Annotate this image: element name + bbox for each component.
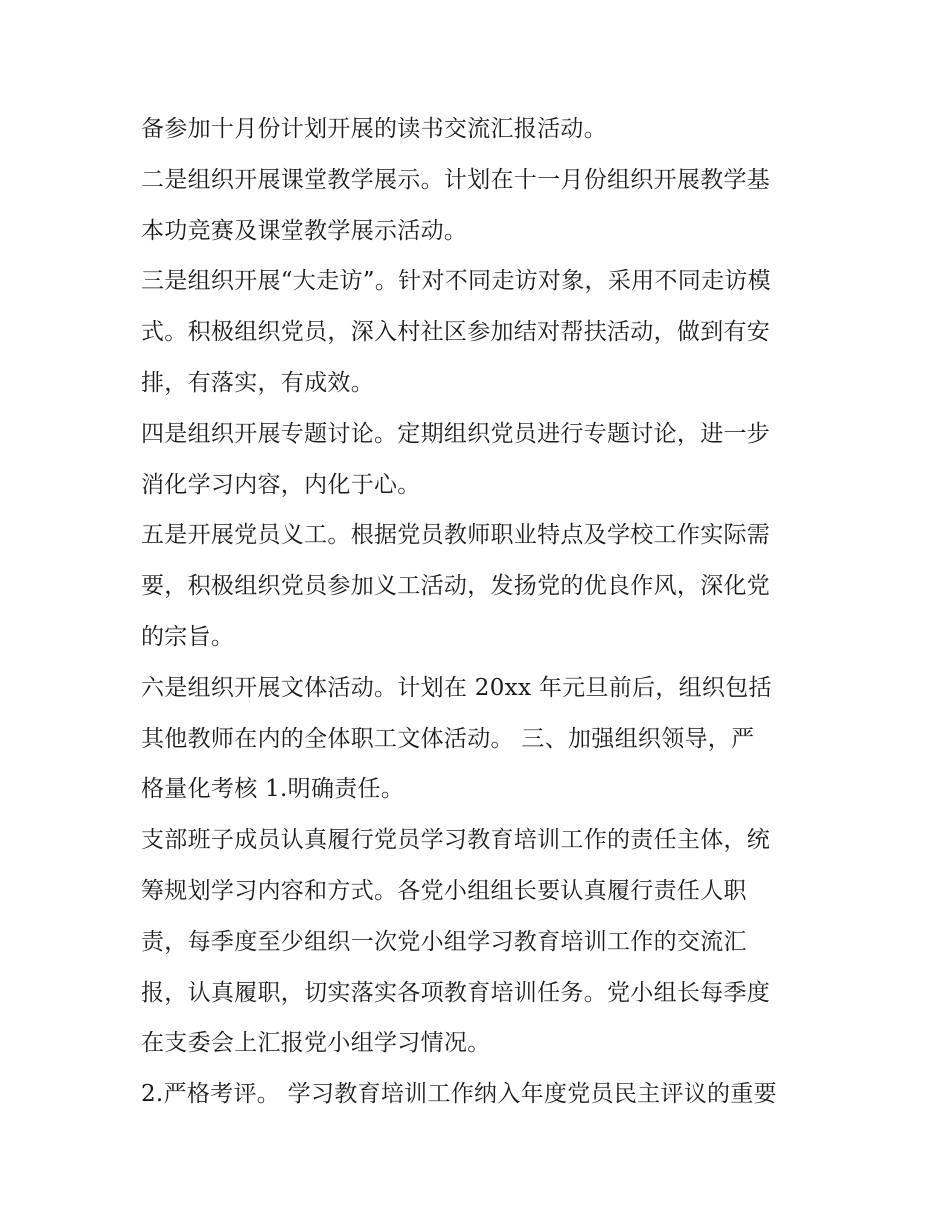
text-line: 的宗旨。	[141, 623, 235, 650]
text-line: 其他教师在内的全体职工文体活动。 三、加强组织领导，严	[141, 725, 755, 752]
text-line: 2.严格考评。 学习教育培训工作纳入年度党员民主评议的重要	[141, 1081, 777, 1108]
document-body	[141, 104, 821, 1120]
text-line: 报，认真履职，切实落实各项教育培训任务。党小组长每季度	[141, 979, 771, 1006]
text-line: 三是组织开展“大走访”。针对不同走访对象，采用不同走访模	[141, 268, 771, 295]
text-line: 筹规划学习内容和方式。各党小组组长要认真履行责任人职	[141, 877, 747, 904]
text-line: 消化学习内容，内化于心。	[141, 471, 421, 498]
text-line: 六是组织开展文体活动。计划在 20xx 年元旦前后，组织包括	[141, 674, 772, 701]
text-line: 格量化考核 1.明确责任。	[141, 776, 405, 803]
text-line: 二是组织开展课堂教学展示。计划在十一月份组织开展教学基	[141, 166, 771, 193]
text-line: 排，有落实，有成效。	[141, 369, 374, 396]
text-line: 在支委会上汇报党小组学习情况。	[141, 1030, 491, 1057]
text-line: 五是开展党员义工。根据党员教师职业特点及学校工作实际需	[141, 522, 771, 549]
text-line: 四是组织开展专题讨论。定期组织党员进行专题讨论，进一步	[141, 420, 771, 447]
text-line: 要，积极组织党员参加义工活动，发扬党的优良作风，深化党	[141, 573, 771, 600]
text-line: 责，每季度至少组织一次党小组学习教育培训工作的交流汇	[141, 928, 747, 955]
text-line: 备参加十月份计划开展的读书交流汇报活动。	[141, 116, 607, 142]
text-line: 本功竞赛及课堂教学展示活动。	[141, 217, 468, 244]
text-line: 支部班子成员认真履行党员学习教育培训工作的责任主体，统	[141, 827, 771, 854]
text-line: 式。积极组织党员，深入村社区参加结对帮扶活动，做到有安	[141, 319, 771, 346]
